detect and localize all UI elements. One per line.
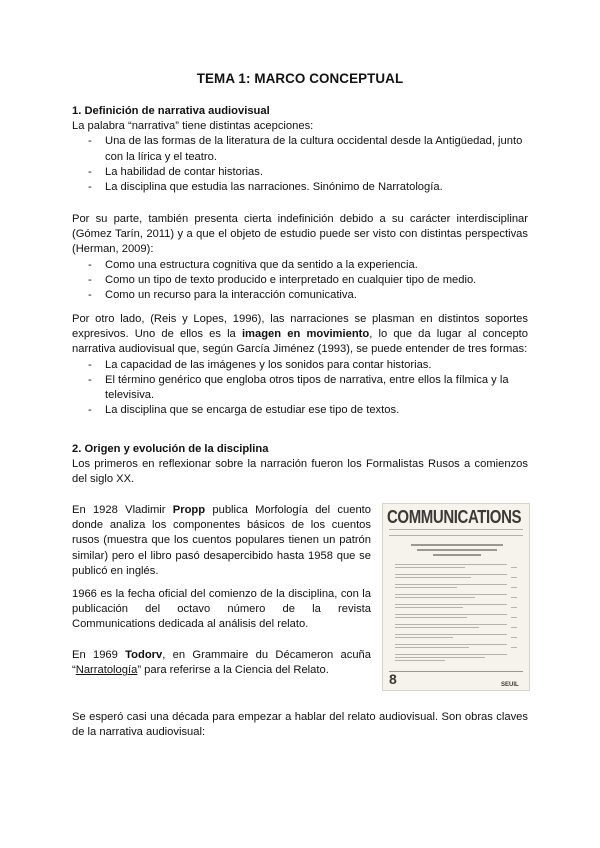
cover-toc-line	[395, 574, 507, 575]
section-2	[72, 442, 528, 488]
cover-toc-line	[395, 594, 507, 595]
paragraph-text	[72, 503, 371, 579]
text-run: En 1969	[72, 649, 126, 661]
list-item-text: La capacidad de las imágenes y los sonidos para contar historias.	[105, 358, 432, 371]
section-2-heading: 2. Origen y evolución de la disciplina	[72, 443, 269, 455]
list-item: - Como una estructura cognitiva que da sentido a la experiencia.	[88, 258, 418, 271]
cover-toc-page	[511, 597, 517, 598]
cover-logo: COMMUNICATIONS	[387, 506, 522, 528]
cover-issue-number: 8	[389, 671, 397, 687]
cover-toc-line	[395, 660, 445, 661]
list-item-text: La disciplina que estudia las narraciones. Sinónimo de Narratología.	[105, 181, 443, 194]
cover-toc-line	[395, 587, 457, 588]
cover-toc-line	[395, 624, 507, 625]
section-1-intro: La palabra “narrativa” tiene distintas acepciones:	[72, 120, 314, 133]
list-item-text: La disciplina que se encarga de estudiar ese tipo de textos.	[105, 404, 400, 417]
bold-term: Propp	[172, 504, 206, 516]
bold-term: imagen en movimiento	[241, 328, 370, 341]
cover-heading-line	[433, 554, 481, 556]
cover-toc-line	[395, 564, 507, 565]
cover-toc-page	[511, 607, 517, 608]
cover-toc-line	[395, 577, 471, 578]
cover-toc-page	[511, 587, 517, 588]
cover-toc-page	[511, 637, 517, 638]
cover-toc-line	[395, 657, 485, 658]
bold-term: Todorv	[125, 649, 163, 661]
acepciones-list	[72, 134, 528, 195]
list-item-text: Como un tipo de texto producido e interpretado en cualquier tipo de medio.	[105, 273, 477, 286]
section-1	[72, 104, 528, 195]
text-run: ” para referirse a la Ciencia del Relato.	[137, 664, 329, 677]
communications-cover-image	[382, 503, 530, 691]
formas-list	[72, 358, 528, 419]
cover-toc-line	[395, 584, 507, 585]
list-item: - Como un recurso para la interacción comunicativa.	[88, 289, 357, 302]
list-item-text: El término genérico que engloba otros tipos de narrativa, entre ellos la fílmica y la	[105, 373, 509, 386]
list-item: - Como un tipo de texto producido e interpretado en cualquier tipo de medio.	[88, 273, 477, 286]
paragraph-text	[72, 312, 528, 358]
cover-footer-rule	[389, 671, 523, 672]
list-item-text: La habilidad de contar historias.	[105, 165, 263, 178]
list-item-text: Como un recurso para la interacción comunicativa.	[105, 289, 357, 302]
list-item-text: Una de las formas de la literatura de la cultura occidental desde la Antigüedad, junto	[105, 135, 523, 148]
paragraph-todorov	[72, 648, 371, 678]
paragraph-text: Por su parte, también presenta cierta indefinición debido a su carácter interdisciplinar (Gómez Tarín, 2011) y a que el objeto de estudio puede ser visto con distintas perspectivas (Herman, 2009):	[72, 213, 528, 256]
page-title: TEMA 1: MARCO CONCEPTUAL	[196, 71, 404, 86]
text-run: , en Grammaire du Décameron acuña “	[72, 649, 371, 677]
section-1-heading: 1. Definición de narrativa audiovisual	[72, 105, 270, 117]
cover-toc-line	[395, 597, 475, 598]
paragraph-text: Se esperó casi una década para empezar a hablar del relato audiovisual. Son obras claves de la narrativa audiovisual:	[72, 711, 528, 739]
cover-toc-page	[511, 577, 517, 578]
section-2-intro: Los primeros en reflexionar sobre la narración fueron los Formalistas Rusos a comienzos del siglo XX.	[72, 458, 528, 486]
cover-toc-page	[511, 567, 517, 568]
paragraph-closing	[72, 710, 528, 740]
cover-toc-line	[395, 607, 463, 608]
cover-toc-line	[395, 617, 467, 618]
list-item-text: con la lírica y el teatro.	[105, 150, 217, 163]
cover-heading-line	[417, 549, 497, 551]
cover-toc-page	[511, 617, 517, 618]
list-item: - El término genérico que engloba otros tipos de narrativa, entre ellos la fílmica y la televisiva.	[88, 373, 509, 402]
text-run: , lo que da lugar al concepto narrativa audiovisual que, según García Jiménez (1993), se puede entender de tres formas:	[72, 328, 528, 356]
text-run: Por otro lado, (Reis y Lopes, 1996), las narraciones se plasman en distintos soportes expresivos. Uno de ellos es la	[72, 313, 528, 341]
list-item-text: Como una estructura cognitiva que da sentido a la experiencia.	[105, 258, 418, 271]
perspectivas-list	[72, 258, 528, 304]
cover-toc-line	[395, 627, 479, 628]
cover-toc-line	[395, 614, 507, 615]
paragraph-text	[72, 648, 371, 678]
cover-toc-page	[511, 627, 517, 628]
list-item: - La habilidad de contar historias.	[88, 165, 263, 178]
paragraph-1966	[72, 587, 371, 633]
list-item: - La capacidad de las imágenes y los sonidos para contar historias.	[88, 358, 432, 371]
list-item: - La disciplina que estudia las narraciones. Sinónimo de Narratología.	[88, 181, 443, 194]
cover-toc-line	[395, 654, 507, 655]
paragraph-propp	[72, 503, 371, 579]
list-item: - Una de las formas de la literatura de la cultura occidental desde la Antigüedad, junto con la lírica y el teatro.	[88, 135, 523, 163]
cover-toc-line	[395, 634, 507, 635]
cover-subtitle-band	[389, 529, 523, 536]
text-run: publica Morfología del cuento donde analiza los componentes básicos de los cuentos rusos (muestra que los cuentos populares tienen un patrón similar) pero el libro pasó desapercibido hasta 1958 que se publicó en inglés.	[72, 504, 371, 577]
paragraph-text: 1966 es la fecha oficial del comienzo de la disciplina, con la publicación del octavo número de la revista Communications dedicada al análisis del relato.	[72, 588, 371, 631]
paragraph-indefinicion	[72, 212, 528, 303]
list-item: - La disciplina que se encarga de estudiar ese tipo de textos.	[88, 404, 400, 417]
cover-toc-line	[395, 604, 507, 605]
text-run: En 1928 Vladimir	[72, 504, 173, 516]
cover-publisher: SEUIL	[501, 682, 519, 688]
cover-heading-line	[411, 544, 503, 546]
cover-toc-line	[395, 644, 507, 645]
paragraph-soportes	[72, 312, 528, 418]
cover-toc-line	[395, 647, 469, 648]
list-item-text: televisiva.	[105, 389, 155, 402]
cover-toc-line	[395, 637, 453, 638]
cover-toc-line	[395, 567, 465, 568]
cover-toc-page	[511, 647, 517, 648]
narratologia-link[interactable]: Narratología	[75, 664, 138, 677]
